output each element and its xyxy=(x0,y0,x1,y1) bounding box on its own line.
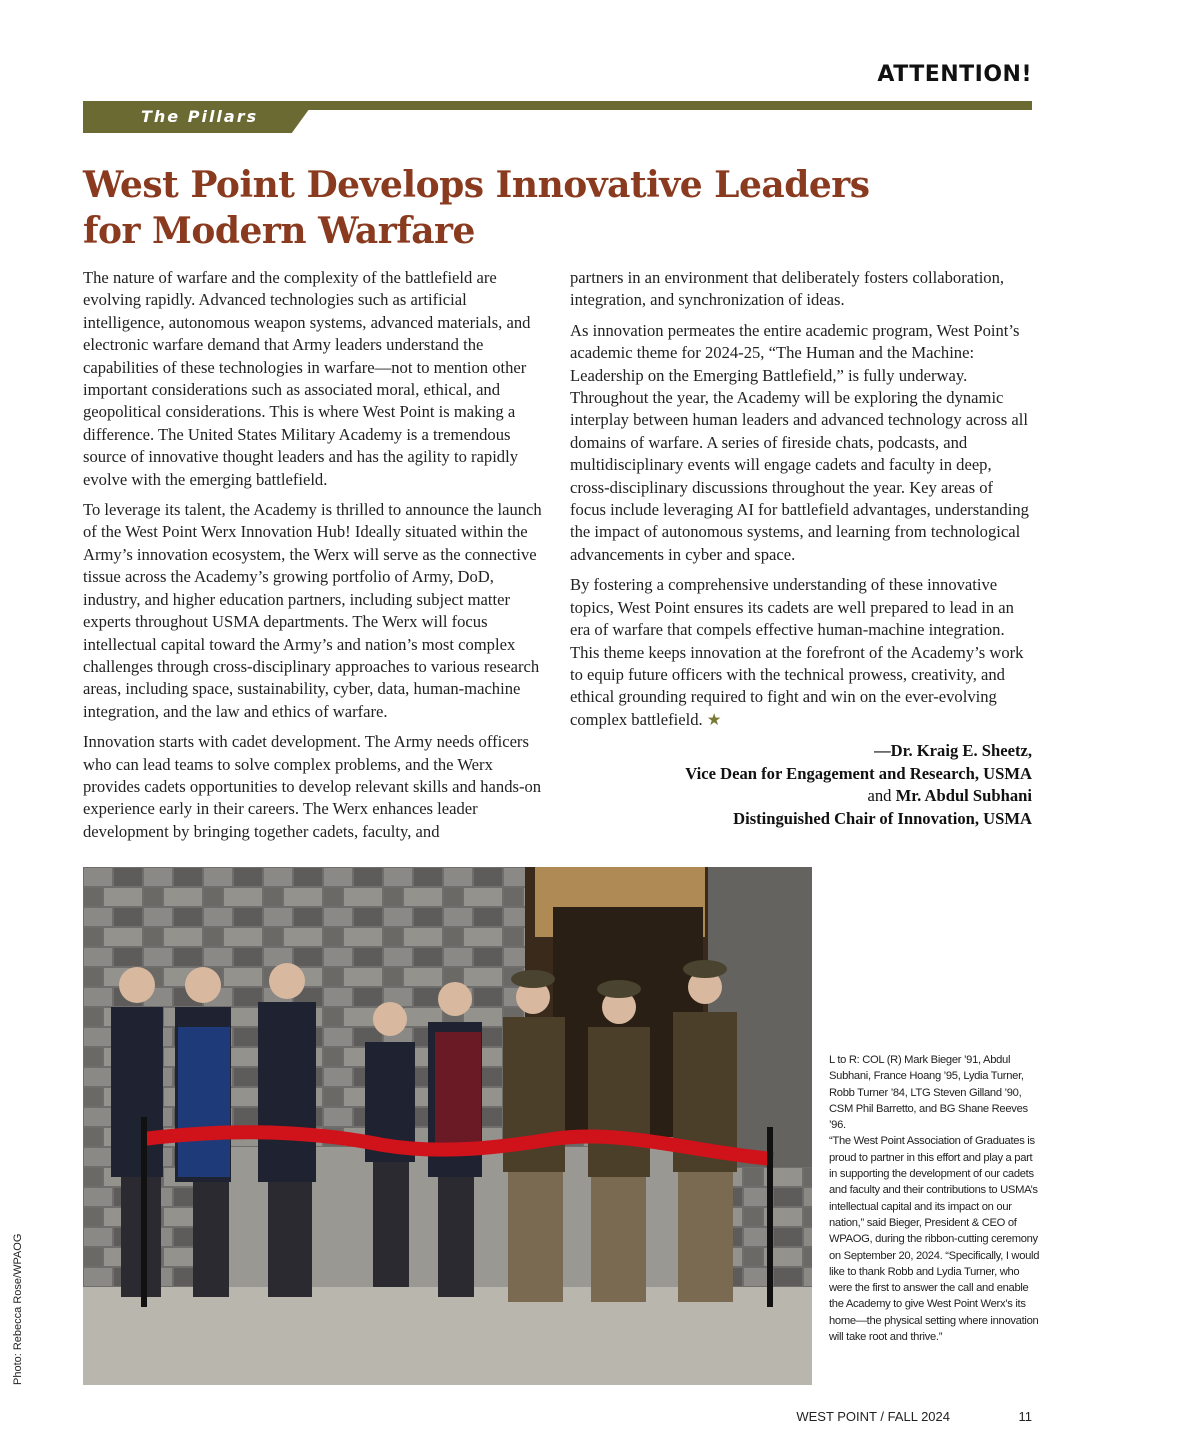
body-paragraph: To leverage its talent, the Academy is thrilled to announce the launch of the West Point Werx Innovation Hub! Ideally situated within the Army’s innovation ecosystem, the Werx will serve as the connective tissue across the Academy’s growing portfolio of Army, DoD, industry, and higher education partners, including subject matter experts throughout USMA departments. The Werx will focus intellectual capital toward the Army’s and nation’s most complex challenges through cross-disciplinary approaches to various research areas, including space, sustainability, cyber, data, human-machine integration, and the law and ethics of warfare. xyxy=(83,500,542,721)
body-paragraph-closing xyxy=(570,574,1032,731)
caption-names: L to R: COL (R) Mark Bieger ’91, Abdul Subhani, France Hoang ’95, Lydia Turner, Robb Turner ’84, LTG Steven Gilland ’90, CSM Phil Barretto, and BG Shane Reeves ’96. xyxy=(829,1054,1028,1132)
article-title-line2: for Modern Warfare xyxy=(83,210,475,252)
body-paragraph: Innovation starts with cadet development. The Army needs officers who can lead teams to solve complex problems, and the Werx provides cadets opportunities to develop relevant skills and hands-on experience early in their careers. The Werx enhances leader development by bringing together cadets, faculty, and xyxy=(83,732,542,841)
publication-name: WEST POINT / FALL 2024 xyxy=(796,1409,950,1424)
star-icon: ★ xyxy=(706,709,722,729)
page-number: 11 xyxy=(1018,1409,1032,1424)
author-1-name: —Dr. Kraig E. Sheetz, xyxy=(874,741,1032,760)
section-label: ATTENTION! xyxy=(877,62,1032,87)
body-paragraph: partners in an environment that deliberately fosters collaboration, integration, and synchronization of ideas. xyxy=(570,268,1005,310)
article-column-left xyxy=(83,267,548,851)
photo-credit: Photo: Rebecca Rose/WPAOG xyxy=(12,1233,24,1385)
article-title-line1: West Point Develops Innovative Leaders xyxy=(83,164,870,206)
byline-and: and xyxy=(867,786,896,805)
byline xyxy=(570,740,1032,830)
article-column-right xyxy=(570,267,1032,739)
caption-quote: “The West Point Association of Graduates is proud to partner in this effort and play a part in supporting the development of our cadets and faculty and their contributions to USMA’s intellectual capital and its impact on our nation,” said Bieger, President & CEO of WPAOG, during the ribbon-cutting ceremony on September 20, 2024. “Specifically, I would like to thank Robb and Lydia Turner, who were the first to answer the call and enable the Academy to give West Point Werx’s its home—the physical setting where innovation will take root and thrive.” xyxy=(829,1135,1040,1344)
ribbon-cutting-photo xyxy=(83,867,812,1385)
article-title xyxy=(83,162,883,254)
pillar-label: The Pillars xyxy=(141,107,259,126)
author-2-title: Distinguished Chair of Innovation, USMA xyxy=(733,808,1032,828)
body-paragraph: The nature of warfare and the complexity of the battlefield are evolving rapidly. Advanced technologies such as artificial intelligence, autonomous weapon systems, advanced materials, and electronic warfare demand that Army leaders understand the capabilities of these technologies in warfare—not to mention other important considerations such as associated moral, ethical, and geopolitical considerations. This is where West Point is making a difference. The United States Military Academy is a tremendous source of innovative thought leaders and has the agility to rapidly evolve with the emerging battlefield. xyxy=(83,268,531,489)
author-1-title: Vice Dean for Engagement and Research, USMA xyxy=(685,763,1032,783)
body-paragraph: As innovation permeates the entire academic program, West Point’s academic theme for 2024-25, “The Human and the Machine: Leadership on the Emerging Battlefield,” is fully underway. Throughout the year, the Academy will be exploring the dynamic interplay between human leaders and advanced technology across all domains of warfare. A series of fireside chats, podcasts, and multidisciplinary events will engage cadets and faculty in deep, cross-disciplinary discussions throughout the year. Key areas of focus include leveraging AI for battlefield advantages, understanding the impact of autonomous systems, and learning from technological advancements in cyber and space. xyxy=(570,320,1029,564)
author-2-name: Mr. Abdul Subhani xyxy=(895,786,1032,805)
photo-caption xyxy=(829,1052,1041,1345)
pillar-banner xyxy=(83,101,1032,133)
closing-text: By fostering a comprehensive understanding of these innovative topics, West Point ensures its cadets are well prepared to lead in an era of warfare that compels effective human-machine integration. This theme keeps innovation at the forefront of the Academy’s work to equip future officers with the technical prowess, creativity, and ethical grounding required to fight and win on the ever-evolving complex battlefield. xyxy=(570,575,1024,729)
